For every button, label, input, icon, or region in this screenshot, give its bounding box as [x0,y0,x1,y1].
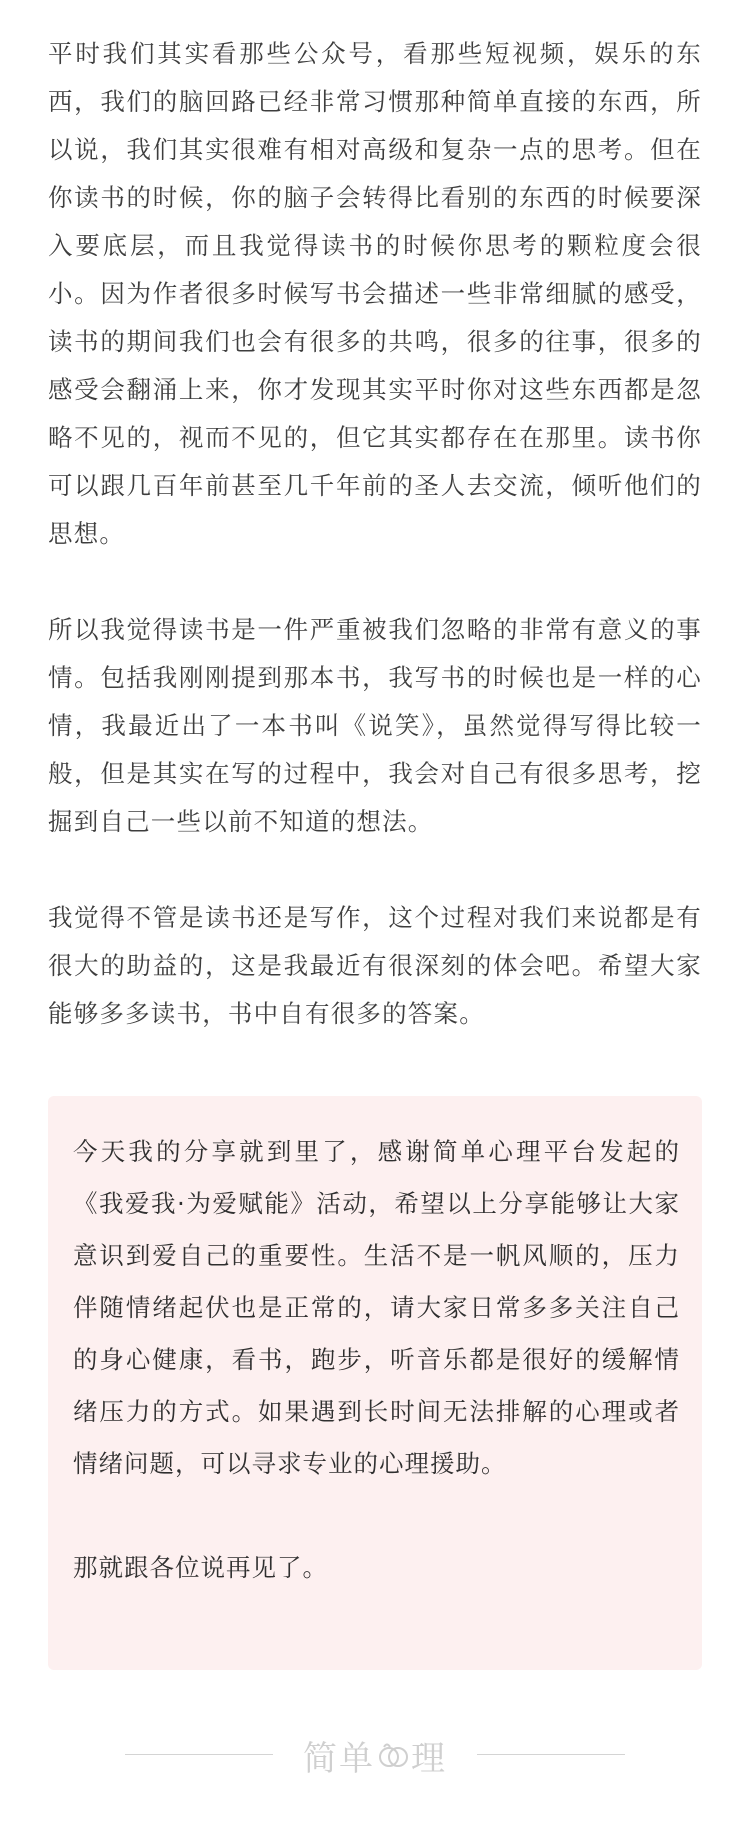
brand-text-right: 理 [411,1738,447,1779]
paragraph-gap [48,558,702,606]
brand-logo [293,1733,457,1777]
paragraph-gap [73,1490,680,1542]
callout-paragraph-1: 今天我的分享就到里了，感谢简单心理平台发起的《我爱我·为爱赋能》活动，希望以上分享能够让大家意识到爱自己的重要性。生活不是一帆风顺的，压力伴随情绪起伏也是正常的，请大家日常多多关注自己的身心健康，看书，跑步，听音乐都是很好的缓解情绪压力的方式。如果遇到长时间无法排解的心理或者情绪问题，可以寻求专业的心理援助。 [73,1137,680,1478]
article-paragraph-1: 平时我们其实看那些公众号，看那些短视频，娱乐的东西，我们的脑回路已经非常习惯那种简单直接的东西，所以说，我们其实很难有相对高级和复杂一点的思考。但在你读书的时候，你的脑子会转得比看别的东西的时候要深入要底层，而且我觉得读书的时候你思考的颗粒度会很小。因为作者很多时候写书会描述一些非常细腻的感受，读书的期间我们也会有很多的共鸣，很多的往事，很多的感受会翻涌上来，你才发现其实平时你对这些东西都是忽略不见的，视而不见的，但它其实都存在在那里。读书你可以跟几百年前甚至几千年前的圣人去交流，倾听他们的思想。 [48,39,702,548]
heart-circle-logo-icon [376,1738,410,1772]
divider-line-left [125,1754,273,1755]
article-paragraph-3: 我觉得不管是读书还是写作，这个过程对我们来说都是有很大的助益的，这是我最近有很深刻的体会吧。希望大家能够多多读书，书中自有很多的答案。 [48,903,702,1028]
divider-line-right [477,1754,625,1755]
article-paragraph-2: 所以我觉得读书是一件严重被我们忽略的非常有意义的事情。包括我刚刚提到那本书，我写书的时候也是一样的心情，我最近出了一本书叫《说笑》，虽然觉得写得比较一般，但是其实在写的过程中，我会对自己有很多思考，挖掘到自己一些以前不知道的想法。 [48,615,702,836]
callout-paragraph-2: 那就跟各位说再见了。 [73,1553,328,1582]
paragraph-gap [48,846,702,894]
article-body [48,30,702,1038]
footer-brand-divider [0,1725,750,1785]
closing-callout-box [48,1096,702,1670]
brand-text-left: 简单 [303,1738,375,1779]
